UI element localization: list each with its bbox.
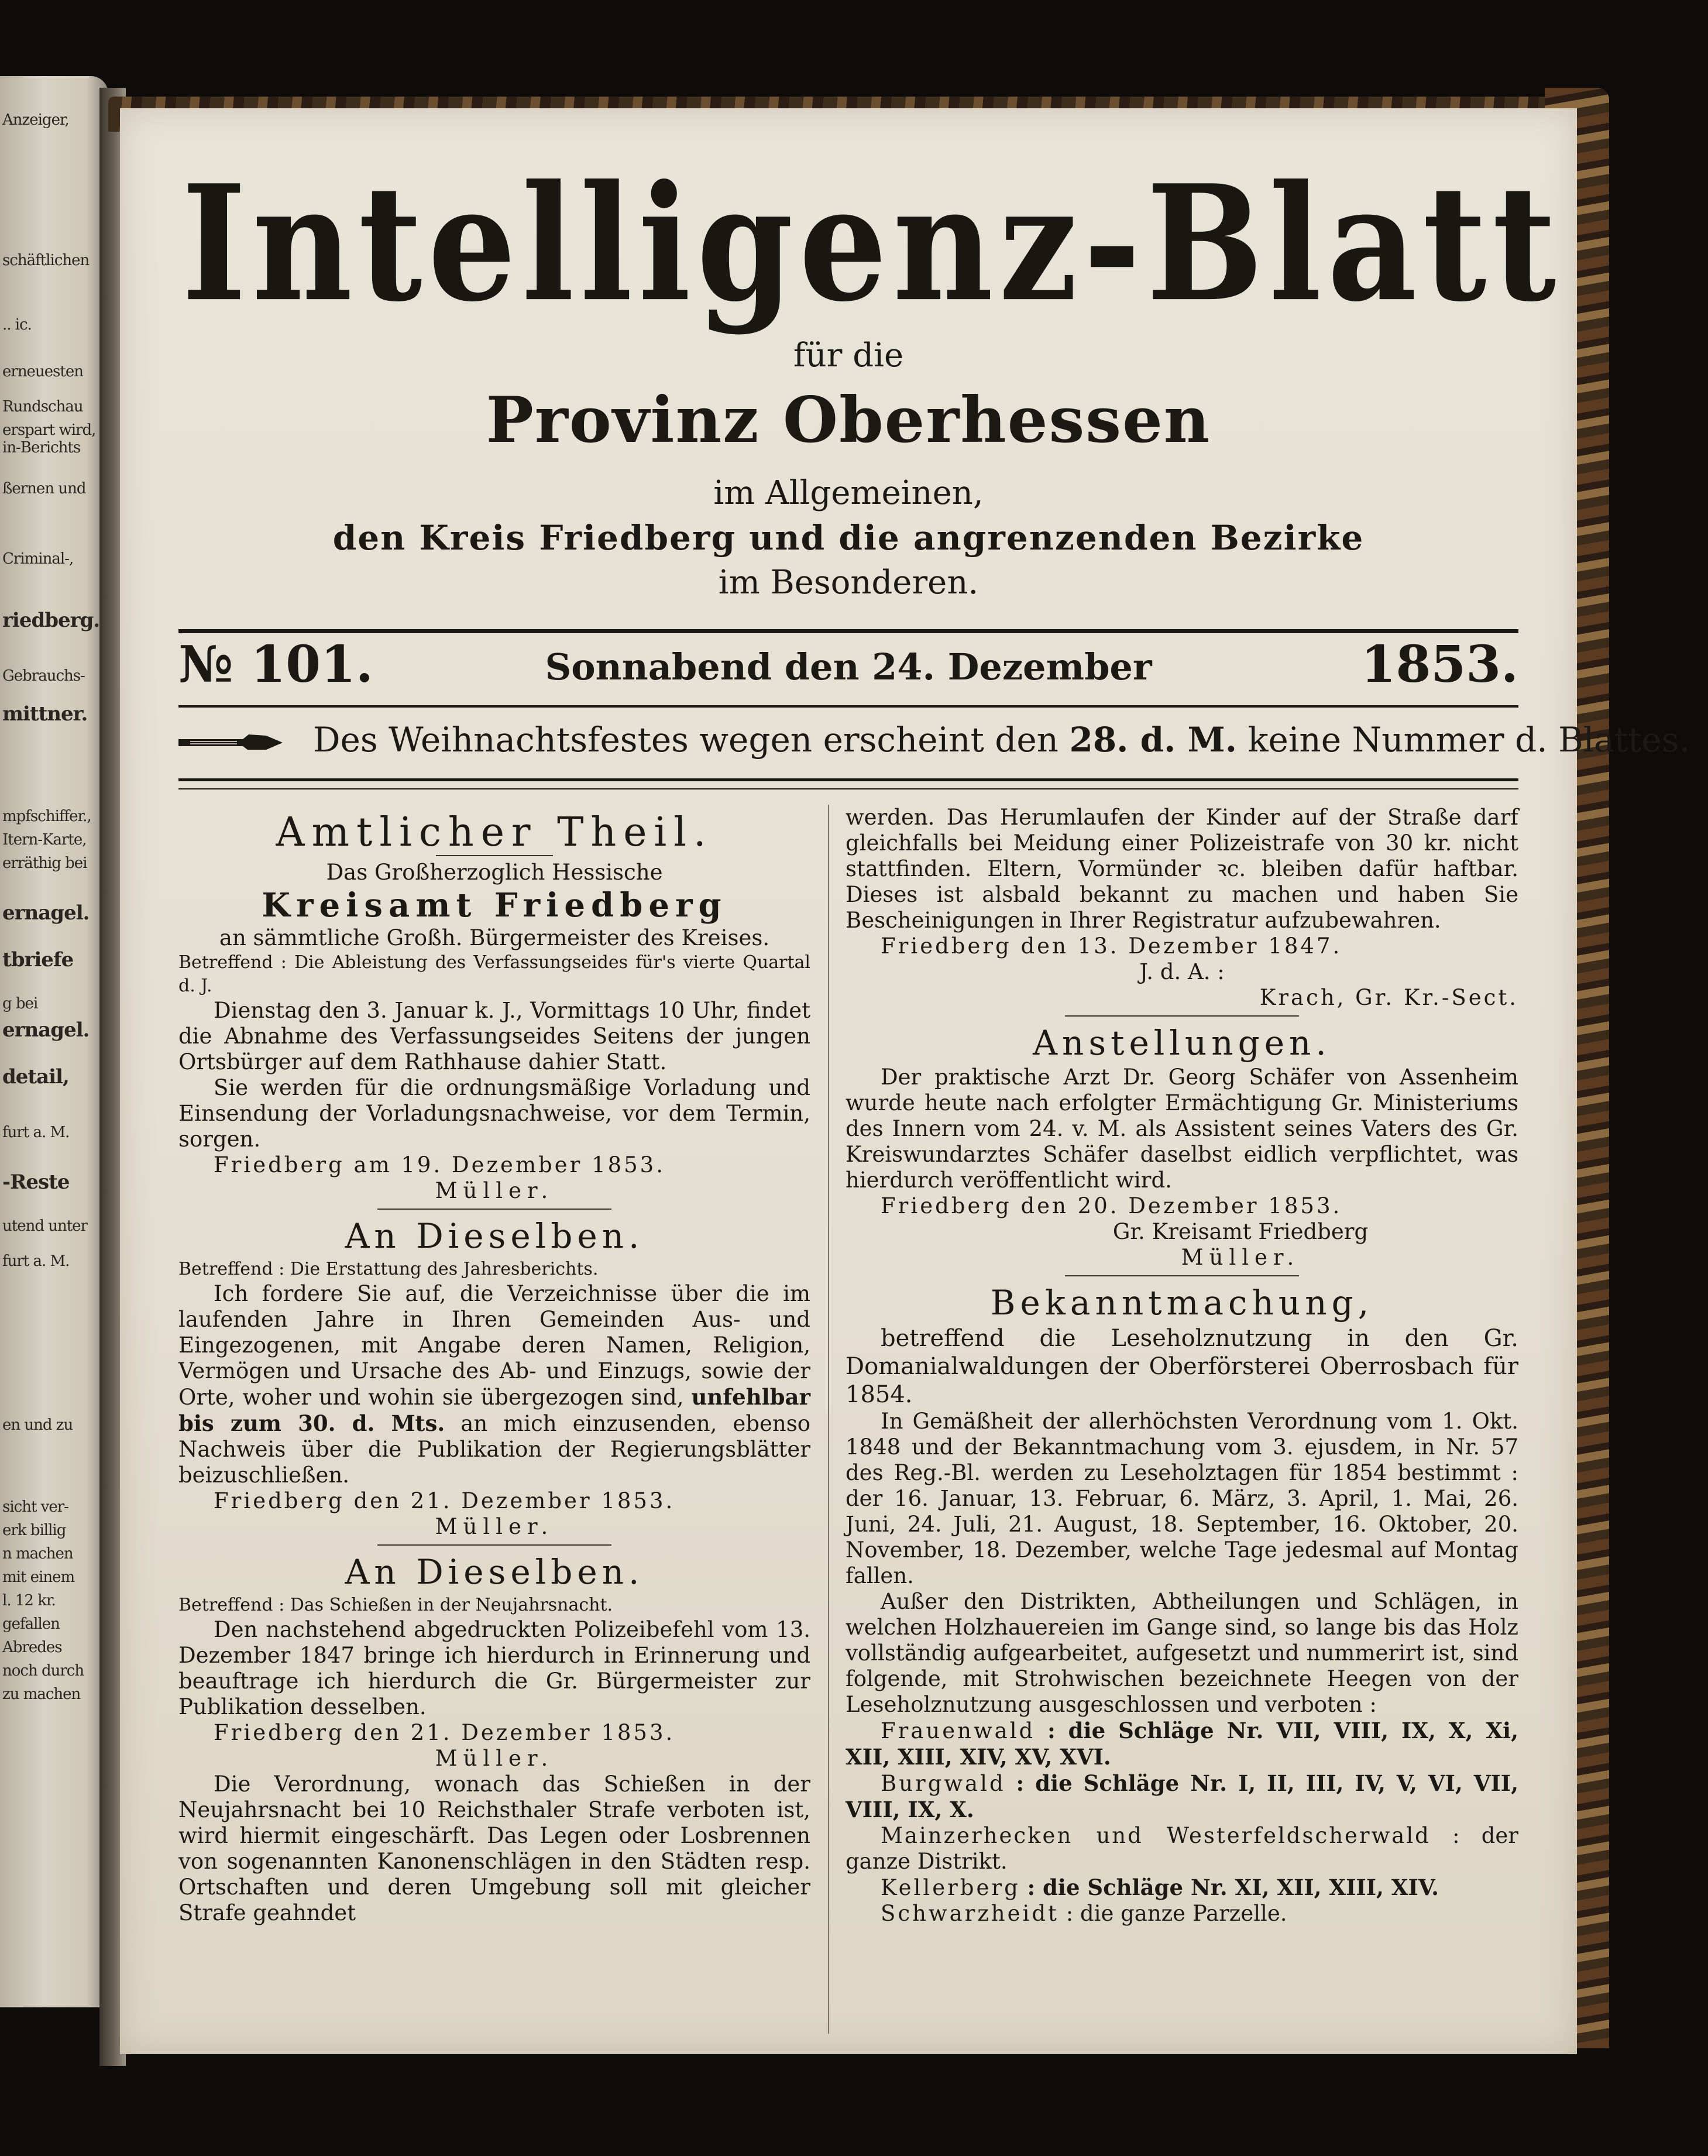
issue-date: Sonnabend den 24. Dezember xyxy=(545,646,1152,688)
date-rule xyxy=(178,705,1518,708)
section-divider xyxy=(377,1209,611,1210)
previous-page-fragment: .. ic. xyxy=(2,316,32,334)
forest-plots: : die Schläge Nr. I, II, III, IV, V, VI, VII, VIII, IX, X. xyxy=(846,1770,1518,1822)
previous-page-fragment: mpfschiffer., xyxy=(2,808,91,825)
column-separator xyxy=(828,805,829,2034)
previous-page-fragment: ernagel. xyxy=(2,1018,90,1042)
section-heading-announcement: Bekanntmachung, xyxy=(990,1283,1374,1323)
sec4-date: Friedberg den 20. Dezember 1853. xyxy=(881,1193,1342,1218)
sec2-p1a: Ich fordere Sie auf, die Verzeichnisse über die im laufenden Jahre in Ihren Gemeinden Aus- und Eingezogenen, mit Angabe deren Namen, Religion, Vermögen und Ursache des Ab- und Einzugs, sowie der Orte, woher und wohin sie übergezogen sind, xyxy=(178,1281,810,1410)
sec1-paragraph-1: Dienstag den 3. Januar k. J., Vormittags 10 Uhr, findet die Abnahme des Verfassungseides Seitens der jungen Ortsbürger auf dem Rathhause dahier Statt. xyxy=(178,998,810,1074)
previous-page-fragment: n machen xyxy=(2,1545,73,1563)
sec3-betreff: Betreffend : Das Schießen in der Neujahrsnacht. xyxy=(178,1595,613,1615)
previous-page-fragment: ernagel. xyxy=(2,901,90,925)
section-heading-an-dieselben-2: An Dieselben. xyxy=(345,1552,644,1592)
previous-page-fragment: noch durch xyxy=(2,1662,84,1680)
previous-page-fragment: Abredes xyxy=(2,1639,62,1656)
issue-year: 1853. xyxy=(1360,635,1518,694)
forest-plots: : die Schläge Nr. VII, VIII, IX, X, Xi, XII, XIII, XIV, XV, XVI. xyxy=(846,1718,1518,1770)
forest-name: Mainzerhecken und Westerfeldscherwald xyxy=(881,1823,1431,1848)
continued-signature: Krach, Gr. Kr.-Sect. xyxy=(1259,985,1518,1010)
previous-page-fragment: zu machen xyxy=(2,1685,81,1703)
sec2-p1c: an mich einzusenden, ebenso Nachweis über die Publikation der Regierungsblätter beizuschließen. xyxy=(178,1411,811,1488)
previous-page-fragment: in-Berichts xyxy=(2,439,81,456)
sec5-paragraph-1: In Gemäßheit der allerhöchsten Verordnung vom 1. Okt. 1848 und der Bekanntmachung vom 3. ejusdem, in Nr. 57 des Reg.-Bl. werden zu Leseholztagen für 1854 bestimmt : der 16. Januar, 13. Februar, 6. März, 3. April, 1. Mai, 26. Juni, 24. Juli, 21. August, 18. September, 16. Oktober, 20. November, 18. Dezember, welche Tage jedesmal auf Montag fallen. xyxy=(846,1409,1518,1588)
previous-page-fragment: furt a. M. xyxy=(2,1124,70,1141)
forest-mainzerhecken xyxy=(846,1823,1518,1875)
sec1-authority: Kreisamt Friedberg xyxy=(262,886,727,925)
left-column xyxy=(178,805,810,1926)
sec2-paragraph xyxy=(178,1281,810,1488)
sec2-deadline: unfehlbar bis zum 30. d. Mts. xyxy=(178,1384,810,1436)
previous-page-fragment: mit einem xyxy=(2,1568,75,1586)
masthead-line-1: für die xyxy=(793,337,904,375)
section-divider xyxy=(377,1544,611,1546)
sec3-signature: Müller. xyxy=(435,1746,554,1771)
section-divider xyxy=(1065,1015,1299,1017)
previous-page-edge xyxy=(0,76,108,2007)
previous-page-fragment: furt a. M. xyxy=(2,1252,70,1270)
forest-plots: : der ganze Distrikt. xyxy=(846,1823,1518,1874)
forest-burgwald xyxy=(846,1770,1518,1823)
previous-page-fragment: erneuesten xyxy=(2,363,84,380)
sec1-paragraph-2: Sie werden für die ordnungsmäßige Vorladung und Einsendung der Vorladungsnachweise, vor dem Termin, sorgen. xyxy=(178,1075,810,1152)
sec3-date: Friedberg den 21. Dezember 1853. xyxy=(214,1720,675,1745)
sec3-paragraph-1: Den nachstehend abgedruckten Polizeibefehl vom 13. Dezember 1847 bringe ich hierdurch in Erinnerung und beauftrage ich hierdurch die Gr. Bürgermeister zur Publikation desselben. xyxy=(178,1617,810,1719)
sec4-paragraph: Der praktische Arzt Dr. Georg Schäfer von Assenheim wurde heute nach erfolgter Ermächtigung Gr. Ministeriums des Innern vom 24. v. M. als Assistent seines Vaters des Gr. Kreiswundarztes Schäfer daselbst eidlich verpflichtet, was hierdurch veröffentlicht wird. xyxy=(846,1065,1518,1193)
previous-page-fragment: riedberg. xyxy=(2,609,100,632)
notice-pre: Des Weihnachtsfestes wegen erscheint den xyxy=(313,720,1059,760)
sec1-signature: Müller. xyxy=(435,1178,554,1203)
previous-page-fragment: sicht ver- xyxy=(2,1498,68,1516)
section-divider xyxy=(1065,1275,1299,1276)
previous-page-fragment: Anzeiger, xyxy=(2,111,69,129)
sec5-paragraph-2: Außer den Distrikten, Abtheilungen und Schlägen, in welchen Holzhauereien im Gange sind, so lange bis das Holz vollständig aufgearbeitet, aufgesetzt und nummerirt ist, sind folgende, mit Strohwischen bezeichnete Heegen von der Leseholznutzung ausgeschlossen und verboten : xyxy=(846,1589,1518,1717)
previous-page-fragment: -Reste xyxy=(2,1170,70,1194)
sec4-signature-name: Müller. xyxy=(1181,1245,1300,1270)
sec1-date: Friedberg am 19. Dezember 1853. xyxy=(214,1152,665,1177)
notice-post: keine Nummer d. Blattes. xyxy=(1248,720,1690,760)
previous-page-fragment: Gebrauchs- xyxy=(2,667,85,685)
forest-name: Schwarzheidt xyxy=(881,1901,1059,1926)
masthead-line-3: im Allgemeinen, xyxy=(713,474,984,512)
continued-paragraph: werden. Das Herumlaufen der Kinder auf der Straße darf gleichfalls bei Meidung einer Polizeistrafe von 30 kr. nicht stattfinden. Eltern, Vormünder ꝛc. bleiben dafür haftbar. Dieses ist alsbald bekannt zu machen und haben Sie Bescheinigungen in Ihrer Registratur aufzubewahren. xyxy=(846,805,1518,933)
continued-date: Friedberg den 13. Dezember 1847. xyxy=(881,933,1342,959)
previous-page-fragment: gefallen xyxy=(2,1615,60,1633)
forest-plots: : die Schläge Nr. XI, XII, XIII, XIV. xyxy=(1027,1875,1439,1900)
section-heading-appointments: Anstellungen. xyxy=(1033,1023,1331,1063)
notice-date: 28. d. M. xyxy=(1069,720,1237,760)
masthead-province: Provinz Oberhessen xyxy=(486,383,1211,457)
pointing-hand-icon xyxy=(178,731,284,754)
forest-frauenwald xyxy=(846,1718,1518,1770)
sec2-date: Friedberg den 21. Dezember 1853. xyxy=(214,1488,675,1513)
notice-rule xyxy=(178,778,1518,781)
forest-plots: : die ganze Parzelle. xyxy=(1066,1901,1287,1926)
section-heading-an-dieselben-1: An Dieselben. xyxy=(345,1216,644,1256)
sec5-subtitle: betreffend die Leseholznutzung in den Gr. Domanialwaldungen der Oberförsterei Oberrosbach für 1854. xyxy=(846,1325,1518,1408)
sec1-addressee: an sämmtliche Großh. Bürgermeister des Kreises. xyxy=(219,925,770,950)
previous-page-fragment: ßernen und xyxy=(2,480,86,497)
issue-number: № 101. xyxy=(178,635,373,694)
section-heading-official: Amtlicher Theil. xyxy=(276,809,713,856)
top-rule xyxy=(178,629,1518,633)
previous-page-fragment: Itern-Karte, xyxy=(2,831,87,849)
sec1-betreff: Betreffend : Die Ableistung des Verfassungseides für's vierte Quartal d. J. xyxy=(178,952,810,996)
sec4-signature-office: Gr. Kreisamt Friedberg xyxy=(1112,1219,1369,1244)
forest-name: Kellerberg xyxy=(881,1875,1020,1900)
masthead-line-4: den Kreis Friedberg und die angrenzenden Bezirke xyxy=(332,518,1365,558)
holiday-notice xyxy=(178,720,1690,760)
previous-page-fragment: erspart wird, xyxy=(2,421,96,439)
notice-rule-thin xyxy=(178,788,1518,789)
previous-page-fragment: detail, xyxy=(2,1065,69,1089)
masthead-title: Intelligenz-Blatt xyxy=(181,149,1562,337)
forest-kellerberg xyxy=(846,1875,1518,1901)
forest-name: Frauenwald xyxy=(881,1718,1036,1743)
previous-page-fragment: g bei xyxy=(2,995,38,1012)
newspaper-page xyxy=(120,108,1690,2054)
sec3-paragraph-2: Die Verordnung, wonach das Schießen in der Neujahrsnacht bei 10 Reichsthaler Strafe verboten ist, wird hiermit eingeschärft. Das Legen oder Losbrennen von sogenannten Kanonenschlägen in den Städten resp. Ortschaften und deren Umgebung soll mit gleicher Strafe geahndet xyxy=(178,1772,810,1925)
forest-name: Burgwald xyxy=(881,1771,1006,1796)
sec2-signature: Müller. xyxy=(435,1514,554,1539)
right-column xyxy=(846,805,1518,1927)
previous-page-fragment: schäftlichen xyxy=(2,252,90,269)
previous-page-fragment: Criminal-, xyxy=(2,550,74,568)
previous-page-fragment: erk billig xyxy=(2,1522,66,1539)
previous-page-fragment: mittner. xyxy=(2,702,88,726)
previous-page-fragment: tbriefe xyxy=(2,948,74,971)
previous-page-fragment: Rundschau xyxy=(2,398,83,416)
previous-page-fragment: l. 12 kr. xyxy=(2,1592,56,1609)
previous-page-fragment: en und zu xyxy=(2,1416,73,1434)
sec1-line-1: Das Großherzoglich Hessische xyxy=(326,860,663,885)
masthead-line-5: im Besonderen. xyxy=(718,564,979,602)
forest-schwarzheidt xyxy=(846,1901,1518,1927)
continued-ida: J. d. A. : xyxy=(1139,959,1225,984)
previous-page-fragment: erräthig bei xyxy=(2,854,87,872)
previous-page-fragment: utend unter xyxy=(2,1217,87,1235)
sec2-betreff: Betreffend : Die Erstattung des Jahresberichts. xyxy=(178,1259,599,1279)
